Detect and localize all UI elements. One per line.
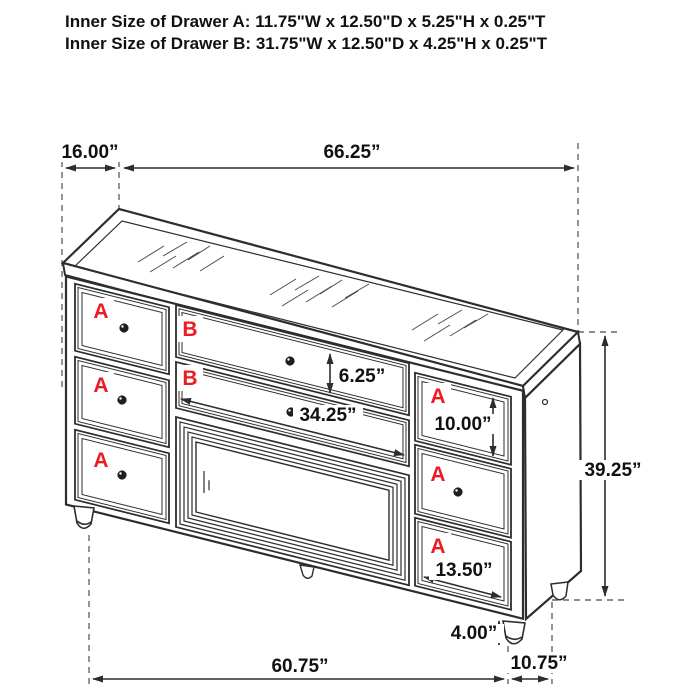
label-drawer-a-left-middle (88, 372, 114, 398)
dim-b-drawer-face-height (334, 366, 391, 387)
dim-top-depth (58, 142, 124, 163)
svg-text:A: A (430, 535, 446, 558)
svg-text:A: A (93, 449, 109, 472)
dim-bottom-depth (504, 653, 575, 674)
dim-leg-height (444, 623, 504, 644)
svg-text:10.75”: 10.75” (510, 653, 568, 674)
svg-text:A: A (93, 374, 109, 397)
label-drawer-a-right-bottom (425, 533, 451, 559)
label-drawer-a-left-top (88, 298, 114, 324)
svg-text:A: A (93, 300, 109, 323)
foot-back-right (551, 582, 568, 600)
svg-text:6.25”: 6.25” (338, 366, 386, 387)
dim-right-bottom-drawer-width (429, 560, 500, 581)
dim-bottom-width (266, 656, 335, 677)
title-line-drawer-b: Inner Size of Drawer B: 31.75"W x 12.50"D x 4.25"H x 0.25"T (65, 34, 548, 53)
label-drawer-a-right-middle (425, 461, 451, 487)
svg-text:B: B (182, 318, 198, 341)
svg-text:39.25”: 39.25” (584, 460, 642, 481)
svg-text:A: A (430, 463, 446, 486)
svg-text:34.25”: 34.25” (299, 405, 357, 426)
svg-text:60.75”: 60.75” (271, 656, 329, 677)
dim-overall-height (577, 460, 649, 481)
svg-text:B: B (182, 367, 198, 390)
title-line-drawer-a: Inner Size of Drawer A: 11.75"W x 12.50"D x 5.25"H x 0.25"T (65, 12, 546, 31)
label-drawer-b-top (177, 316, 203, 342)
foot-front-left (74, 506, 94, 528)
svg-text:66.25”: 66.25” (323, 142, 381, 163)
label-drawer-a-left-bottom (88, 447, 114, 473)
svg-text:10.00”: 10.00” (434, 414, 492, 435)
svg-text:16.00”: 16.00” (61, 142, 119, 163)
dresser-illustration (63, 209, 581, 644)
svg-text:A: A (430, 385, 446, 408)
label-drawer-a-right-top (425, 383, 451, 409)
dim-top-width (318, 142, 386, 163)
foot-front-right (503, 621, 525, 644)
label-drawer-b-bottom (177, 365, 203, 391)
dim-right-top-drawer-height (427, 414, 499, 435)
foot-middle (300, 565, 314, 578)
svg-text:4.00”: 4.00” (450, 623, 498, 644)
dim-b-drawer-width (293, 405, 363, 426)
svg-text:13.50”: 13.50” (435, 560, 493, 581)
